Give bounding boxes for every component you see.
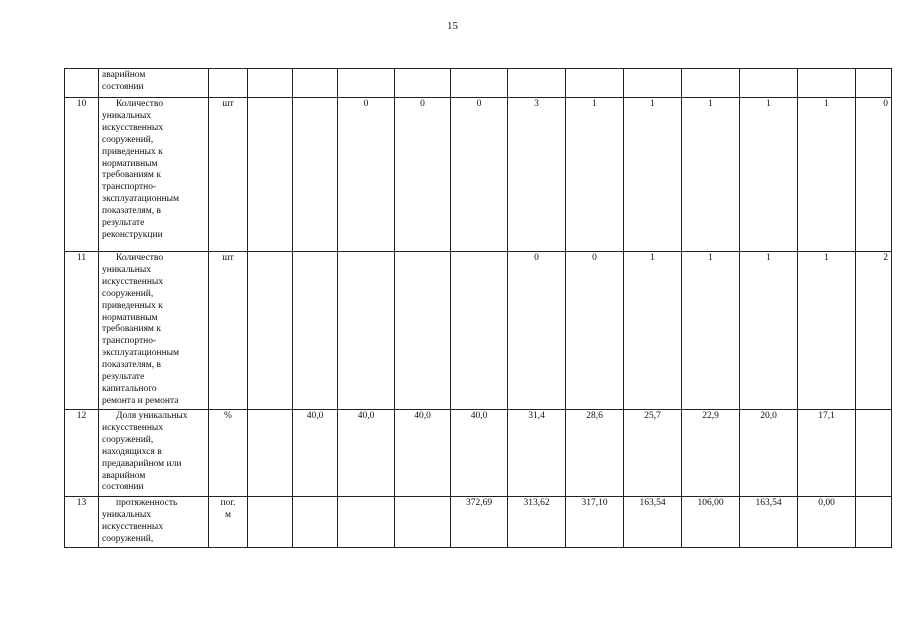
value-cell: 1 <box>798 252 856 410</box>
value-cell <box>293 497 338 548</box>
value-cell <box>248 98 293 252</box>
value-cell: 28,6 <box>566 410 624 497</box>
value-cell <box>395 497 451 548</box>
indicators-table <box>64 68 892 548</box>
indicator-name-line: капитального <box>102 383 157 394</box>
indicator-name-line: ремонта и ремонта <box>102 395 179 406</box>
value-cell: 17,1 <box>798 410 856 497</box>
indicator-name-line: сооружений, <box>102 533 154 544</box>
indicator-name <box>99 410 209 497</box>
value-cell <box>508 69 566 98</box>
indicator-name-line: уникальных <box>102 264 151 275</box>
indicator-name-line: результате <box>102 372 145 383</box>
value-cell: 313,62 <box>508 497 566 548</box>
value-cell: 0 <box>395 98 451 252</box>
row-number <box>65 69 99 98</box>
value-cell <box>338 497 395 548</box>
value-cell <box>566 69 624 98</box>
value-cell: 163,54 <box>624 497 682 548</box>
indicator-name-line: искусственных <box>102 521 164 532</box>
value-cell: 1 <box>566 98 624 252</box>
row-number: 11 <box>65 252 99 410</box>
value-cell <box>248 497 293 548</box>
unit-line: шт <box>222 99 234 109</box>
value-cell: 40,0 <box>451 410 508 497</box>
value-cell: 22,9 <box>682 410 740 497</box>
table-row <box>65 497 892 548</box>
page-number: 15 <box>447 20 458 32</box>
indicator-name-line: уникальных <box>102 110 151 121</box>
value-cell <box>338 252 395 410</box>
unit-cell <box>209 497 248 548</box>
value-cell: 163,54 <box>740 497 798 548</box>
value-cell <box>682 69 740 98</box>
value-cell: 20,0 <box>740 410 798 497</box>
value-cell: 317,10 <box>566 497 624 548</box>
indicator-name <box>99 252 209 410</box>
indicator-name-line: эксплуатационным <box>102 194 180 205</box>
value-cell: 40,0 <box>338 410 395 497</box>
table-row <box>65 410 892 497</box>
unit-cell <box>209 410 248 497</box>
unit-cell <box>209 69 248 98</box>
value-cell: 3 <box>508 98 566 252</box>
indicator-name-line: приведенных к <box>102 146 163 157</box>
row-number: 12 <box>65 410 99 497</box>
indicator-name-line: показателям, в <box>102 360 161 371</box>
unit-cell <box>209 252 248 410</box>
value-cell <box>248 410 293 497</box>
indicator-name <box>99 69 209 98</box>
indicator-name-line: требованиям к <box>102 170 161 181</box>
unit-line: пог. <box>220 498 236 508</box>
indicator-name-line: Доля уникальных <box>116 411 188 421</box>
value-cell <box>624 69 682 98</box>
value-cell: 1 <box>682 98 740 252</box>
table-row <box>65 252 892 410</box>
unit-line: % <box>224 411 232 421</box>
indicator-name-line: искусственных <box>102 276 164 287</box>
value-cell: 0 <box>856 98 892 252</box>
value-cell: 31,4 <box>508 410 566 497</box>
value-cell <box>338 69 395 98</box>
value-cell <box>248 69 293 98</box>
value-cell <box>856 410 892 497</box>
value-cell: 1 <box>740 98 798 252</box>
indicator-name <box>99 98 209 252</box>
value-cell: 1 <box>798 98 856 252</box>
indicator-name-line: искусственных <box>102 122 164 133</box>
indicator-name-line: уникальных <box>102 509 151 520</box>
indicator-name-line: находящихся в <box>102 446 162 457</box>
value-cell: 1 <box>624 98 682 252</box>
row-number: 10 <box>65 98 99 252</box>
value-cell: 25,7 <box>624 410 682 497</box>
unit-line: шт <box>222 253 234 263</box>
unit-cell <box>209 98 248 252</box>
value-cell <box>395 69 451 98</box>
value-cell: 0 <box>338 98 395 252</box>
indicator-name-line: искусственных <box>102 422 164 433</box>
indicator-name-line: приведенных к <box>102 300 163 311</box>
value-cell <box>451 252 508 410</box>
row-number: 13 <box>65 497 99 548</box>
value-cell: 1 <box>682 252 740 410</box>
indicator-name-line: Количество <box>116 99 164 109</box>
value-cell <box>395 252 451 410</box>
value-cell <box>856 69 892 98</box>
indicator-name-line: нормативным <box>102 312 158 323</box>
value-cell: 0,00 <box>798 497 856 548</box>
indicator-name-line: реконструкции <box>102 229 163 240</box>
value-cell: 0 <box>451 98 508 252</box>
indicator-name-line: транспортно- <box>102 336 157 347</box>
value-cell: 0 <box>566 252 624 410</box>
unit-line: м <box>224 509 231 520</box>
value-cell: 372,69 <box>451 497 508 548</box>
indicator-name-line: сооружений, <box>102 288 154 299</box>
value-cell <box>451 69 508 98</box>
value-cell: 1 <box>624 252 682 410</box>
indicator-name-line: сооружений, <box>102 134 154 145</box>
indicator-name-line: аварийном <box>102 470 146 481</box>
table-row <box>65 98 892 252</box>
indicator-name-line: состоянии <box>102 482 144 493</box>
value-cell <box>248 252 293 410</box>
indicator-name-line: требованиям к <box>102 324 161 335</box>
value-cell <box>740 69 798 98</box>
indicator-name-line: показателям, в <box>102 206 161 217</box>
value-cell: 1 <box>740 252 798 410</box>
indicator-name-line: предаварийном или <box>102 458 182 469</box>
indicator-name-line: состоянии <box>102 81 144 92</box>
indicator-name-line: сооружений, <box>102 434 154 445</box>
indicator-name-line: транспортно- <box>102 182 157 193</box>
value-cell <box>293 252 338 410</box>
indicator-name-line: протяженность <box>116 498 178 508</box>
indicator-name-line: аварийном <box>102 70 146 80</box>
value-cell <box>293 69 338 98</box>
value-cell: 2 <box>856 252 892 410</box>
value-cell: 40,0 <box>395 410 451 497</box>
value-cell: 106,00 <box>682 497 740 548</box>
indicator-name <box>99 497 209 548</box>
indicator-name-line: Количество <box>116 253 164 263</box>
value-cell: 0 <box>508 252 566 410</box>
table-row <box>65 69 892 98</box>
value-cell <box>798 69 856 98</box>
value-cell: 40,0 <box>293 410 338 497</box>
indicator-name-line: эксплуатационным <box>102 348 180 359</box>
indicator-name-line: результате <box>102 218 145 229</box>
indicator-name-line: нормативным <box>102 158 158 169</box>
value-cell <box>856 497 892 548</box>
value-cell <box>293 98 338 252</box>
